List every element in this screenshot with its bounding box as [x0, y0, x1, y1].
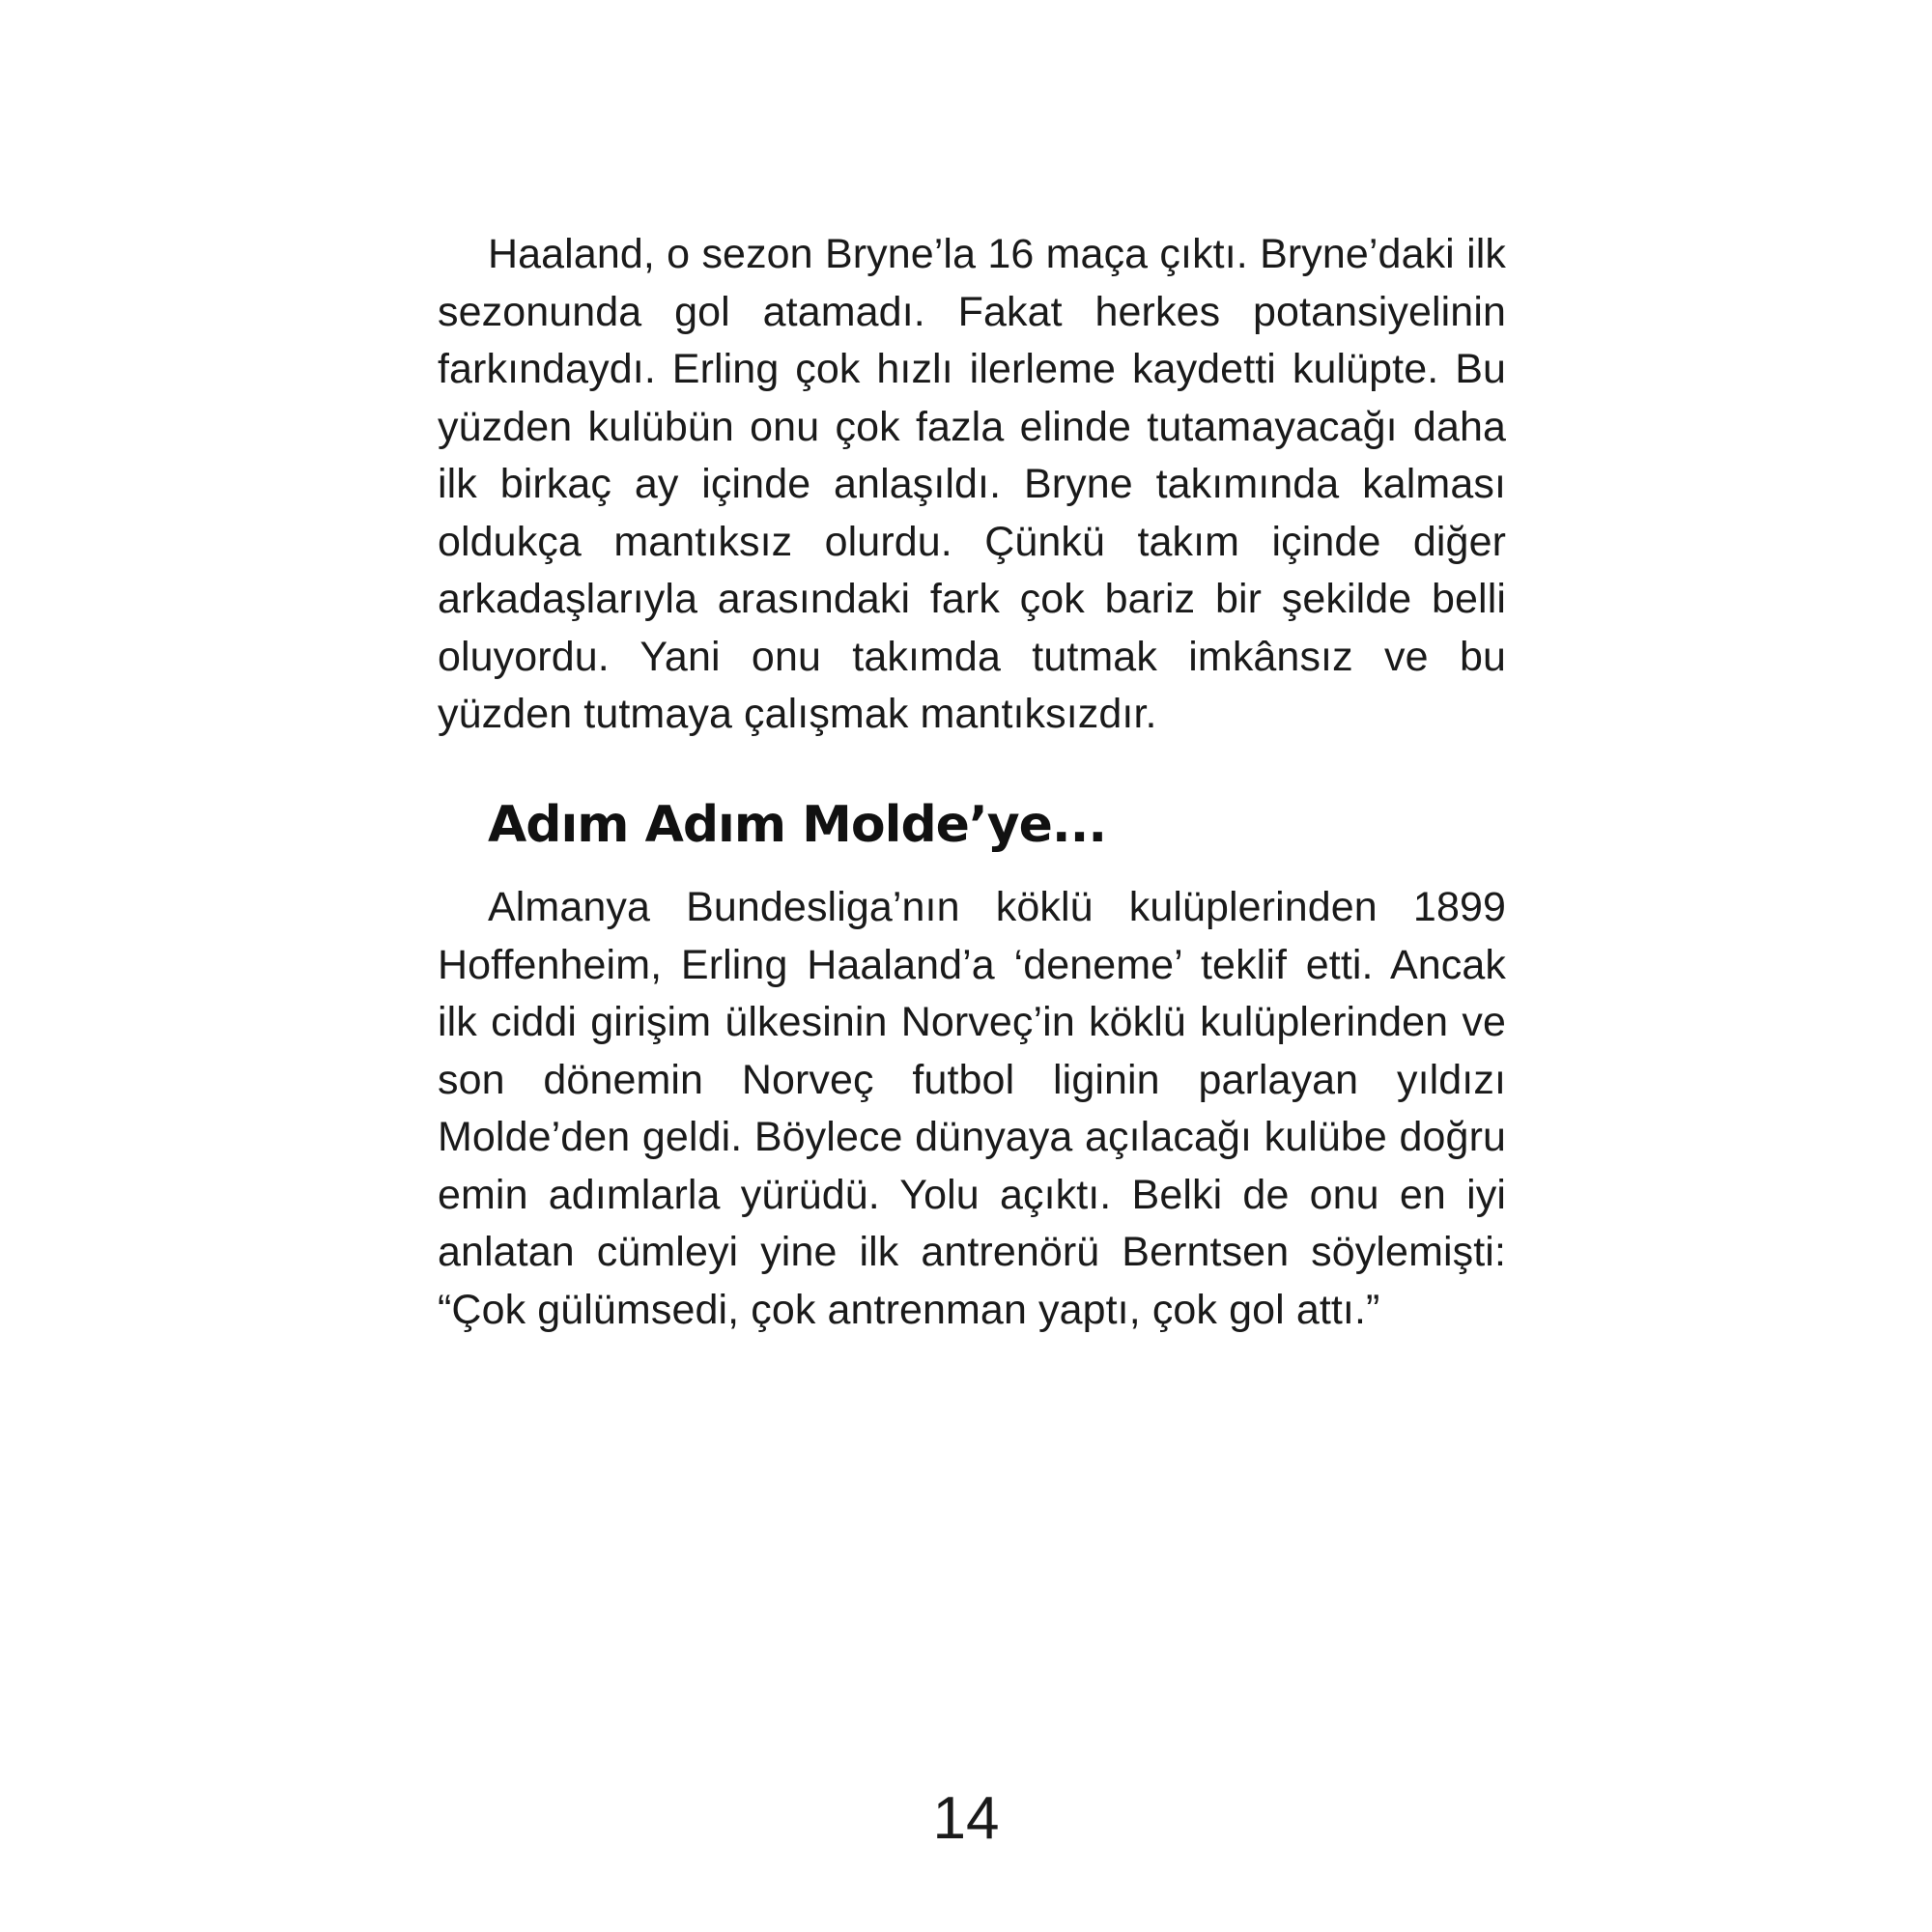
section-heading: Adım Adım Molde’ye... [488, 796, 1107, 854]
paragraph-block-2 [438, 879, 1506, 1339]
page-number: 14 [932, 1785, 1000, 1852]
paragraph-block-1 [438, 226, 1506, 744]
paragraph-1: Haaland, o sezon Bryne’la 16 maça çıktı. Bryne’daki ilk sezonunda gol atamadı. Fakat herkes potansiyelinin farkındaydı. Erling çok hızlı ilerleme kaydetti kulüpte. Bu yüzden kulübün onu çok fazla elinde tutamayacağı daha ilk birkaç ay içinde anlaşıldı. Bryne takımında kalması oldukça mantıksız olurdu. Çünkü takım içinde diğer arkadaşlarıyla arasındaki fark çok bariz bir şekilde belli oluyordu. Yani onu takımda tutmak imkânsız ve bu yüzden tutmaya çalışmak mantıksızdır. [438, 231, 1506, 737]
paragraph-2: Almanya Bundesliga’nın köklü kulüplerinden 1899 Hoffenheim, Erling Haaland’a ‘deneme’ teklif etti. Ancak ilk ciddi girişim ülkesinin Norveç’in köklü kulüplerinden ve son dönemin Norveç futbol liginin parlayan yıldızı Molde’den geldi. Böylece dünyaya açılacağı kulübe doğru emin adımlarla yürüdü. Yolu açıktı. Belki de onu en iyi anlatan cümleyi yine ilk antrenörü Berntsen söylemişti: “Çok gülümsedi, çok antrenman yaptı, çok gol attı.” [438, 884, 1506, 1333]
